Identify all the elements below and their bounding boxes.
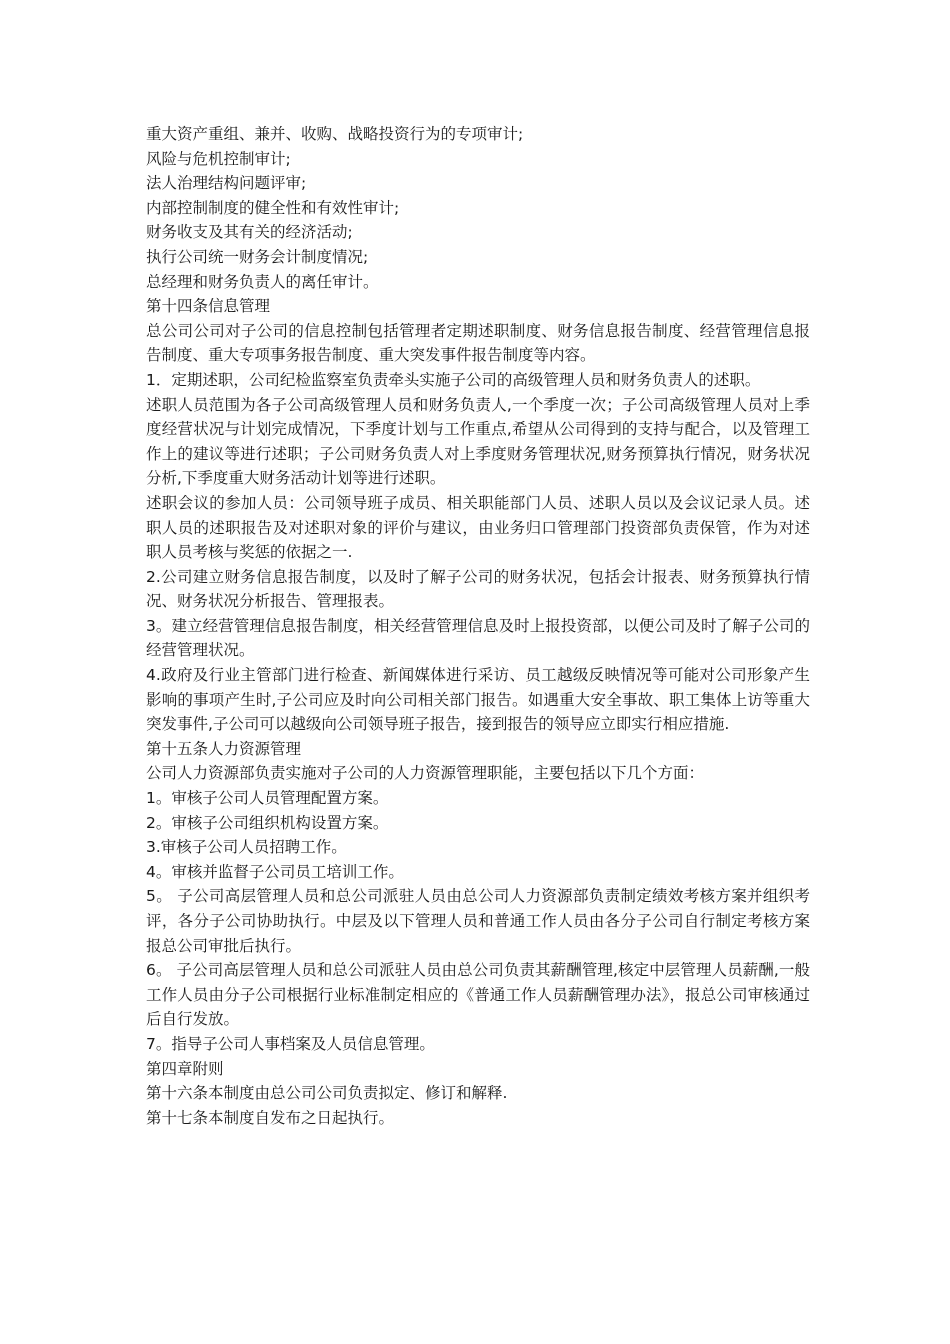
article-17: 第十七条本制度自发布之日起执行。 bbox=[146, 1108, 395, 1127]
document-page bbox=[146, 122, 810, 1130]
list-item-accounting-system: 执行公司统一财务会计制度情况; bbox=[146, 247, 369, 266]
article-15-item-1: 1。审核子公司人员管理配置方案。 bbox=[146, 789, 389, 808]
article-15-item-6: 6。 子公司高层管理人员和总公司派驻人员由总公司负责其薪酬管理,核定中层管理人员薪酬,一般工作人员由分子公司根据行业标准制定相应的《普通工作人员薪酬管理办法》，报总公司审核通过后自行发放。 bbox=[146, 961, 810, 1029]
article-15-item-5: 5。 子公司高层管理人员和总公司派驻人员由总公司人力资源部负责制定绩效考核方案并组织考评，各分子公司协助执行。中层及以下管理人员和普通工作人员由各分子公司自行制定考核方案报总公司审批后执行。 bbox=[146, 887, 810, 955]
article-14-item-1-scope: 述职人员范围为各子公司高级管理人员和财务负责人,一个季度一次；子公司高级管理人员对上季度经营状况与计划完成情况，下季度计划与工作重点,希望从公司得到的支持与配合，以及管理工作上的建议等进行述职；子公司财务负责人对上季度财务管理状况,财务预算执行情况，财务状况分析,下季度重大财务活动计划等进行述职。 bbox=[146, 395, 810, 488]
article-15-item-3: 3.审核子公司人员招聘工作。 bbox=[146, 838, 347, 857]
chapter-4-heading: 第四章附则 bbox=[146, 1059, 224, 1078]
article-15-item-7: 7。指导子公司人事档案及人员信息管理。 bbox=[146, 1034, 435, 1053]
list-item-risk-control-audit: 风险与危机控制审计; bbox=[146, 149, 291, 168]
article-16: 第十六条本制度由总公司公司负责拟定、修订和解释. bbox=[146, 1084, 508, 1103]
article-15-heading: 第十五条人力资源管理 bbox=[146, 739, 302, 758]
article-14-heading: 第十四条信息管理 bbox=[146, 297, 271, 316]
article-15-item-2: 2。审核子公司组织机构设置方案。 bbox=[146, 813, 389, 832]
article-14-item-4: 4.政府及行业主管部门进行检查、新闻媒体进行采访、员工越级反映情况等可能对公司形象产生影响的事项产生时,子公司应及时向公司相关部门报告。如遇重大安全事故、职工集体上访等重大突发事件,子公司可以越级向公司领导班子报告，接到报告的领导应立即实行相应措施. bbox=[146, 666, 810, 734]
list-item-financial-activities: 财务收支及其有关的经济活动; bbox=[146, 223, 353, 242]
list-item-governance-review: 法人治理结构问题评审; bbox=[146, 174, 307, 193]
article-14-item-3: 3。建立经营管理信息报告制度，相关经营管理信息及时上报投资部，以便公司及时了解子公司的经营管理状况。 bbox=[146, 616, 810, 660]
list-item-departure-audit: 总经理和财务负责人的离任审计。 bbox=[146, 272, 379, 291]
article-15-item-4: 4。审核并监督子公司员工培训工作。 bbox=[146, 862, 404, 881]
article-14-item-1: 1．定期述职，公司纪检监察室负责牵头实施子公司的高级管理人员和财务负责人的述职。 bbox=[146, 370, 761, 389]
list-item-asset-restructuring-audit: 重大资产重组、兼并、收购、战略投资行为的专项审计; bbox=[146, 125, 524, 143]
article-15-intro: 公司人力资源部负责实施对子公司的人力资源管理职能，主要包括以下几个方面： bbox=[146, 764, 705, 783]
article-14-intro: 总公司公司对子公司的信息控制包括管理者定期述职制度、财务信息报告制度、经营管理信息报告制度、重大专项事务报告制度、重大突发事件报告制度等内容。 bbox=[146, 321, 810, 365]
list-item-internal-control-audit: 内部控制制度的健全性和有效性审计; bbox=[146, 198, 400, 217]
article-14-item-2: 2.公司建立财务信息报告制度，以及时了解子公司的财务状况，包括会计报表、财务预算执行情况、财务状况分析报告、管理报表。 bbox=[146, 567, 810, 611]
article-14-item-1-participants: 述职会议的参加人员：公司领导班子成员、相关职能部门人员、述职人员以及会议记录人员。述职人员的述职报告及对述职对象的评价与建议，由业务归口管理部门投资部负责保管，作为对述职人员考核与奖惩的依据之一. bbox=[146, 493, 810, 562]
